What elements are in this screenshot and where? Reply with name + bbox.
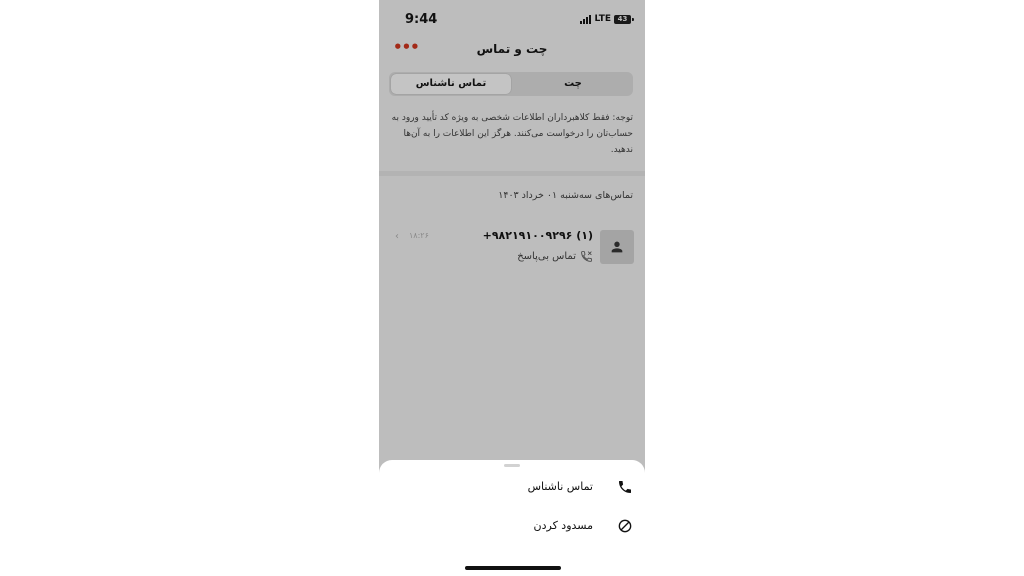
phone-screen (379, 0, 645, 576)
status-time: 9:44 (405, 12, 438, 27)
call-list-item[interactable] (379, 226, 645, 270)
header (379, 38, 645, 62)
status-bar (379, 10, 645, 32)
sheet-handle[interactable] (504, 464, 520, 467)
network-type: LTE (594, 14, 611, 24)
anonymous-call-label: تماس ناشناس (527, 480, 593, 493)
page-title: چت و تماس (476, 42, 548, 56)
chevron-left-icon: ‹ (395, 231, 399, 242)
call-time: ۱۸:۲۶ (409, 231, 429, 240)
calls-date-header: تماس‌های سه‌شنبه ۰۱ خرداد ۱۴۰۳ (498, 190, 633, 201)
tab-anonymous-call[interactable]: تماس ناشناس (391, 74, 511, 94)
battery-icon: 43 (614, 15, 631, 24)
home-indicator[interactable] (465, 566, 561, 570)
security-notice: توجه: فقط کلاهبرداران اطلاعات شخصی به ویژه کد تأیید ورود به حساب‌تان را درخواست می‌کنند. هرگز این اطلاعات را به آن‌ها ندهید. (391, 113, 633, 155)
segmented-control (389, 72, 633, 96)
missed-call-icon (580, 250, 593, 263)
anonymous-call-action[interactable] (379, 472, 645, 502)
more-dots-icon[interactable]: ••• (393, 38, 419, 56)
avatar (600, 230, 634, 264)
call-status (517, 250, 593, 263)
person-icon (609, 239, 625, 255)
status-indicators (580, 14, 631, 24)
signal-icon (580, 14, 591, 24)
caller-number: +۹۸۲۱۹۱۰۰۹۲۹۶ (۱) (482, 229, 593, 242)
tab-chat[interactable]: چت (564, 78, 582, 89)
call-status-label: تماس بی‌پاسخ (517, 251, 576, 262)
block-icon (617, 518, 633, 534)
block-label: مسدود کردن (533, 519, 593, 532)
phone-icon (617, 479, 633, 495)
bottom-sheet (379, 460, 645, 576)
section-divider (379, 171, 645, 176)
block-action[interactable] (379, 511, 645, 541)
